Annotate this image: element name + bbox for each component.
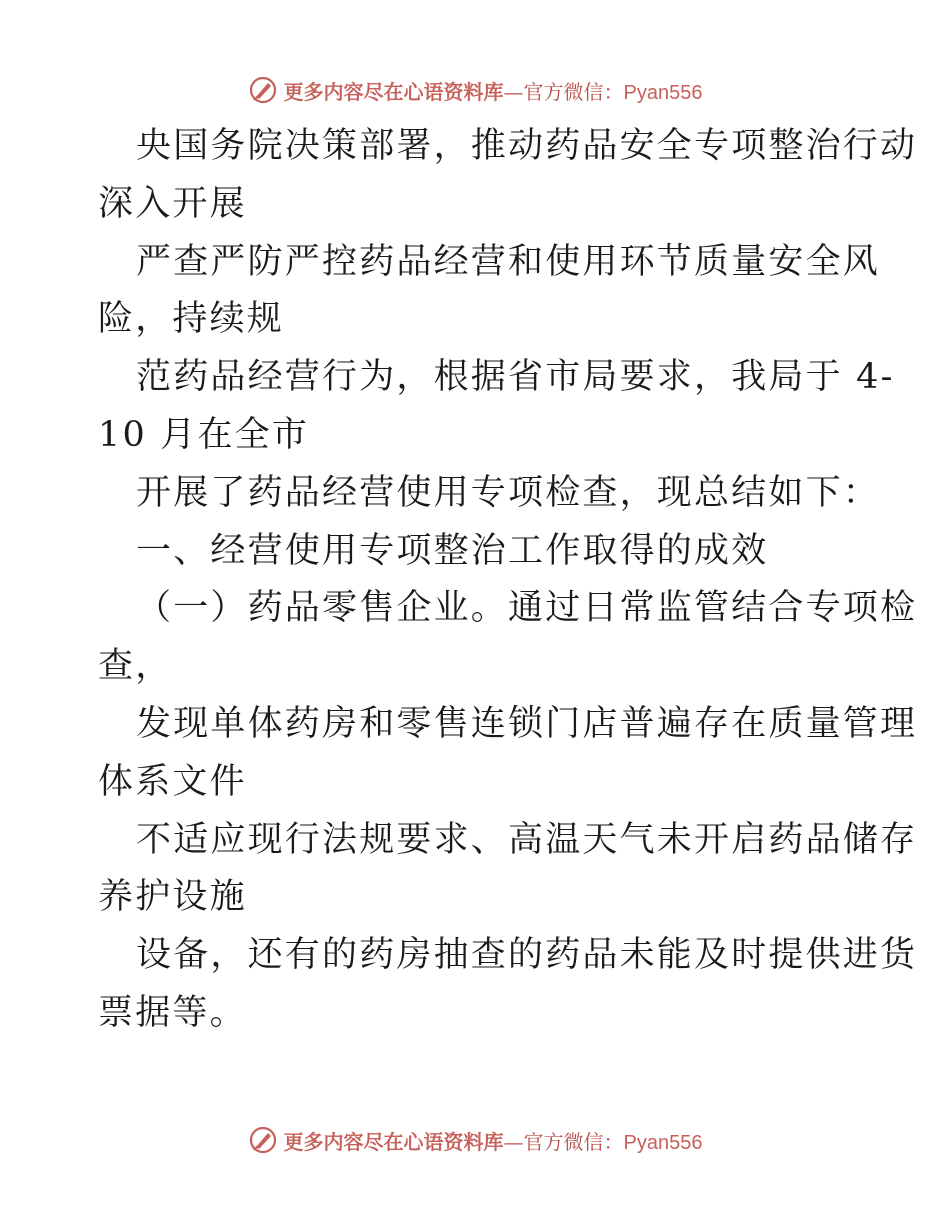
watermark-label: 官方微信： [523, 1129, 624, 1154]
text-line: 范药品经营行为，根据省市局要求，我局于 4- [136, 357, 895, 398]
text-line: （一）药品零售企业。通过日常监管结合专项检 [136, 588, 918, 629]
text-line: 险，持续规 [98, 299, 285, 340]
text-line: 查， [98, 646, 173, 687]
document-body [98, 118, 918, 1043]
watermark-dash: — [503, 1129, 524, 1154]
watermark-brand: 更多内容尽在心语资料库 [283, 1129, 504, 1154]
watermark-text [284, 1126, 703, 1155]
text-line: 10 月在全市 [98, 414, 310, 455]
quill-seal-icon [248, 75, 278, 105]
text-line: 央国务院决策部署，推动药品安全专项整治行动 [136, 126, 918, 166]
watermark-wechat-id: Pyan556 [623, 1131, 703, 1154]
text-line: 深入开展 [98, 183, 247, 224]
header-watermark [0, 70, 950, 110]
watermark-label: 官方微信： [523, 79, 624, 104]
footer-watermark [0, 1120, 950, 1160]
text-line: 发现单体药房和零售连锁门店普遍存在质量管理 [136, 703, 918, 744]
text-line: 养护设施 [98, 877, 247, 918]
watermark-text [284, 76, 703, 105]
quill-seal-icon [248, 1125, 278, 1155]
text-line: 开展了药品经营使用专项检查，现总结如下： [136, 472, 881, 513]
watermark-dash: — [503, 79, 524, 104]
text-line: 票据等。 [98, 992, 247, 1033]
watermark-wechat-id: Pyan556 [623, 81, 703, 104]
text-line: 严查严防严控药品经营和使用环节质量安全风 [136, 241, 881, 282]
text-line: 不适应现行法规要求、高温天气未开启药品储存 [136, 819, 918, 860]
section-heading: 一、经营使用专项整治工作取得的成效 [136, 530, 769, 571]
text-line: 设备，还有的药房抽查的药品未能及时提供进货 [136, 935, 918, 976]
text-line: 体系文件 [98, 761, 247, 802]
watermark-brand: 更多内容尽在心语资料库 [283, 79, 504, 104]
